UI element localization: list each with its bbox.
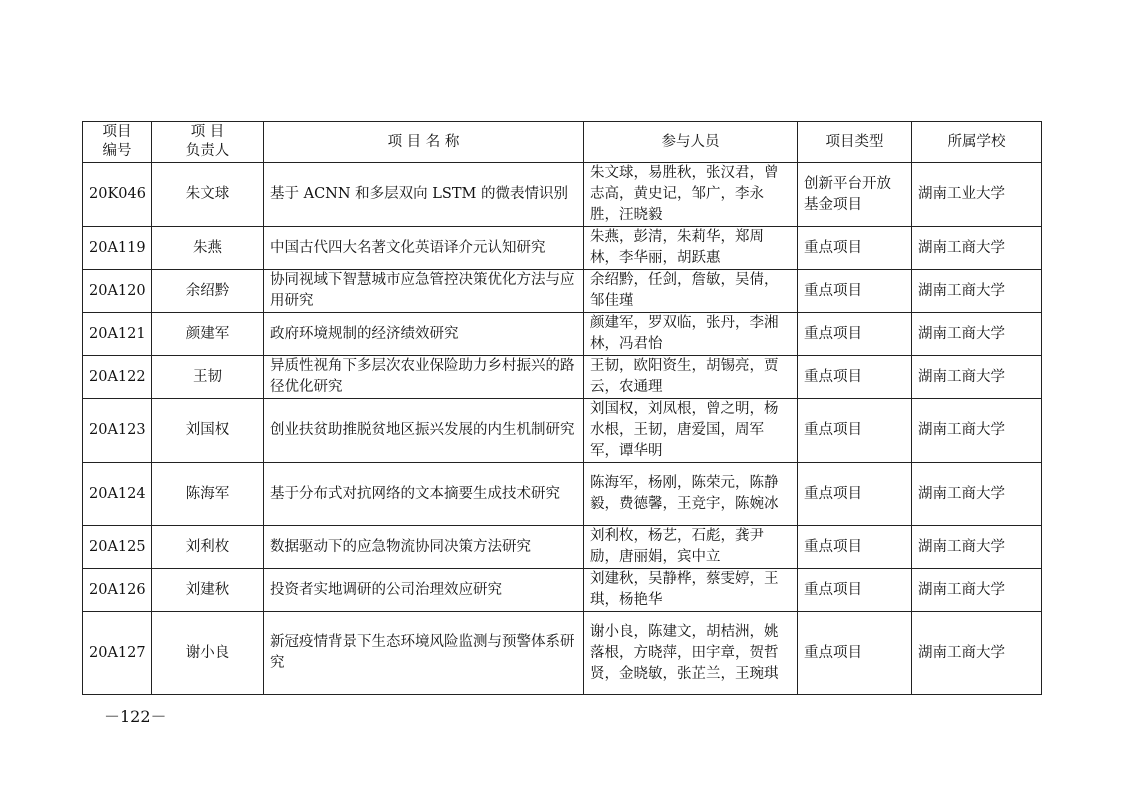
header-type-label: 项目类型	[825, 133, 884, 150]
cell-leader: 刘建秋	[152, 569, 264, 612]
header-leader-line2: 负责人	[185, 143, 230, 159]
table-header-row	[83, 122, 1042, 163]
cell-school: 湖南工商大学	[912, 313, 1042, 356]
table-row	[83, 399, 1042, 463]
page-number: －122－	[104, 707, 167, 726]
cell-members: 朱燕，彭清，朱莉华，郑周林，李华丽，胡跃惠	[584, 227, 798, 270]
header-id-line1: 项目	[102, 124, 132, 140]
cell-type: 重点项目	[798, 463, 912, 526]
table-row	[83, 612, 1042, 695]
cell-project-name: 基于 ACNN 和多层双向 LSTM 的微表情识别	[264, 163, 584, 227]
cell-type: 重点项目	[798, 569, 912, 612]
cell-leader: 刘国权	[152, 399, 264, 463]
cell-project-name: 数据驱动下的应急物流协同决策方法研究	[264, 526, 584, 569]
cell-type: 重点项目	[798, 526, 912, 569]
header-members-label: 参与人员	[661, 133, 720, 150]
header-name	[264, 122, 584, 163]
table-row	[83, 526, 1042, 569]
cell-members: 余绍黔，任剑，詹敏，吴倩，邹佳瑾	[584, 270, 798, 313]
cell-leader: 王韧	[152, 356, 264, 399]
cell-id: 20K046	[83, 163, 152, 227]
table-row	[83, 227, 1042, 270]
cell-leader: 谢小良	[152, 612, 264, 695]
cell-school: 湖南工商大学	[912, 526, 1042, 569]
cell-project-name: 中国古代四大名著文化英语译介元认知研究	[264, 227, 584, 270]
cell-members: 刘国权，刘凤根，曾之明，杨水根，王韧，唐爱国，周军军，谭华明	[584, 399, 798, 463]
cell-members: 刘建秋，吴静桦，蔡雯婷，王琪，杨艳华	[584, 569, 798, 612]
cell-id: 20A123	[83, 399, 152, 463]
header-school	[912, 122, 1042, 163]
cell-school: 湖南工商大学	[912, 612, 1042, 695]
header-id-line2: 编号	[102, 143, 132, 159]
project-table	[82, 121, 1042, 695]
header-members	[584, 122, 798, 163]
header-type	[798, 122, 912, 163]
cell-school: 湖南工商大学	[912, 399, 1042, 463]
cell-id: 20A124	[83, 463, 152, 526]
cell-members: 刘利枚，杨艺，石彪，龚尹励，唐丽娟，宾中立	[584, 526, 798, 569]
cell-type: 重点项目	[798, 612, 912, 695]
cell-school: 湖南工业大学	[912, 163, 1042, 227]
cell-project-name: 投资者实地调研的公司治理效应研究	[264, 569, 584, 612]
cell-school: 湖南工商大学	[912, 356, 1042, 399]
table-row	[83, 163, 1042, 227]
cell-school: 湖南工商大学	[912, 463, 1042, 526]
header-name-label: 项 目 名 称	[387, 133, 460, 150]
cell-leader: 刘利枚	[152, 526, 264, 569]
cell-school: 湖南工商大学	[912, 270, 1042, 313]
cell-leader: 朱燕	[152, 227, 264, 270]
cell-id: 20A120	[83, 270, 152, 313]
cell-type: 重点项目	[798, 227, 912, 270]
cell-members: 颜建军，罗双临，张丹，李湘林，冯君怡	[584, 313, 798, 356]
cell-school: 湖南工商大学	[912, 227, 1042, 270]
cell-project-name: 政府环境规制的经济绩效研究	[264, 313, 584, 356]
header-school-label: 所属学校	[947, 133, 1006, 150]
table-row	[83, 463, 1042, 526]
cell-type: 重点项目	[798, 356, 912, 399]
cell-members: 谢小良，陈建文，胡桔洲，姚落根，方晓萍，田宇章，贺哲贤，金晓敏，张芷兰，王琬琪	[584, 612, 798, 695]
header-id	[83, 122, 152, 163]
cell-leader: 余绍黔	[152, 270, 264, 313]
cell-type: 创新平台开放基金项目	[798, 163, 912, 227]
cell-id: 20A126	[83, 569, 152, 612]
cell-id: 20A122	[83, 356, 152, 399]
header-leader	[152, 122, 264, 163]
cell-school: 湖南工商大学	[912, 569, 1042, 612]
cell-members: 朱文球，易胜秋，张汉君，曾志高，黄史记，邹广，李永胜，汪晓毅	[584, 163, 798, 227]
cell-project-name: 创业扶贫助推脱贫地区振兴发展的内生机制研究	[264, 399, 584, 463]
table-row	[83, 569, 1042, 612]
cell-id: 20A119	[83, 227, 152, 270]
table-body	[83, 163, 1042, 695]
cell-leader: 朱文球	[152, 163, 264, 227]
cell-type: 重点项目	[798, 270, 912, 313]
cell-id: 20A121	[83, 313, 152, 356]
cell-members: 陈海军，杨刚，陈荣元，陈静毅，费德馨，王竞宇，陈婉冰	[584, 463, 798, 526]
table-row	[83, 313, 1042, 356]
header-leader-line1: 项 目	[190, 124, 225, 140]
cell-id: 20A127	[83, 612, 152, 695]
cell-project-name: 异质性视角下多层次农业保险助力乡村振兴的路径优化研究	[264, 356, 584, 399]
table-row	[83, 270, 1042, 313]
cell-project-name: 基于分布式对抗网络的文本摘要生成技术研究	[264, 463, 584, 526]
table-row	[83, 356, 1042, 399]
cell-project-name: 新冠疫情背景下生态环境风险监测与预警体系研究	[264, 612, 584, 695]
cell-leader: 陈海军	[152, 463, 264, 526]
cell-id: 20A125	[83, 526, 152, 569]
cell-leader: 颜建军	[152, 313, 264, 356]
cell-members: 王韧，欧阳资生，胡锡亮，贾云，农通理	[584, 356, 798, 399]
cell-type: 重点项目	[798, 313, 912, 356]
cell-project-name: 协同视域下智慧城市应急管控决策优化方法与应用研究	[264, 270, 584, 313]
cell-type: 重点项目	[798, 399, 912, 463]
